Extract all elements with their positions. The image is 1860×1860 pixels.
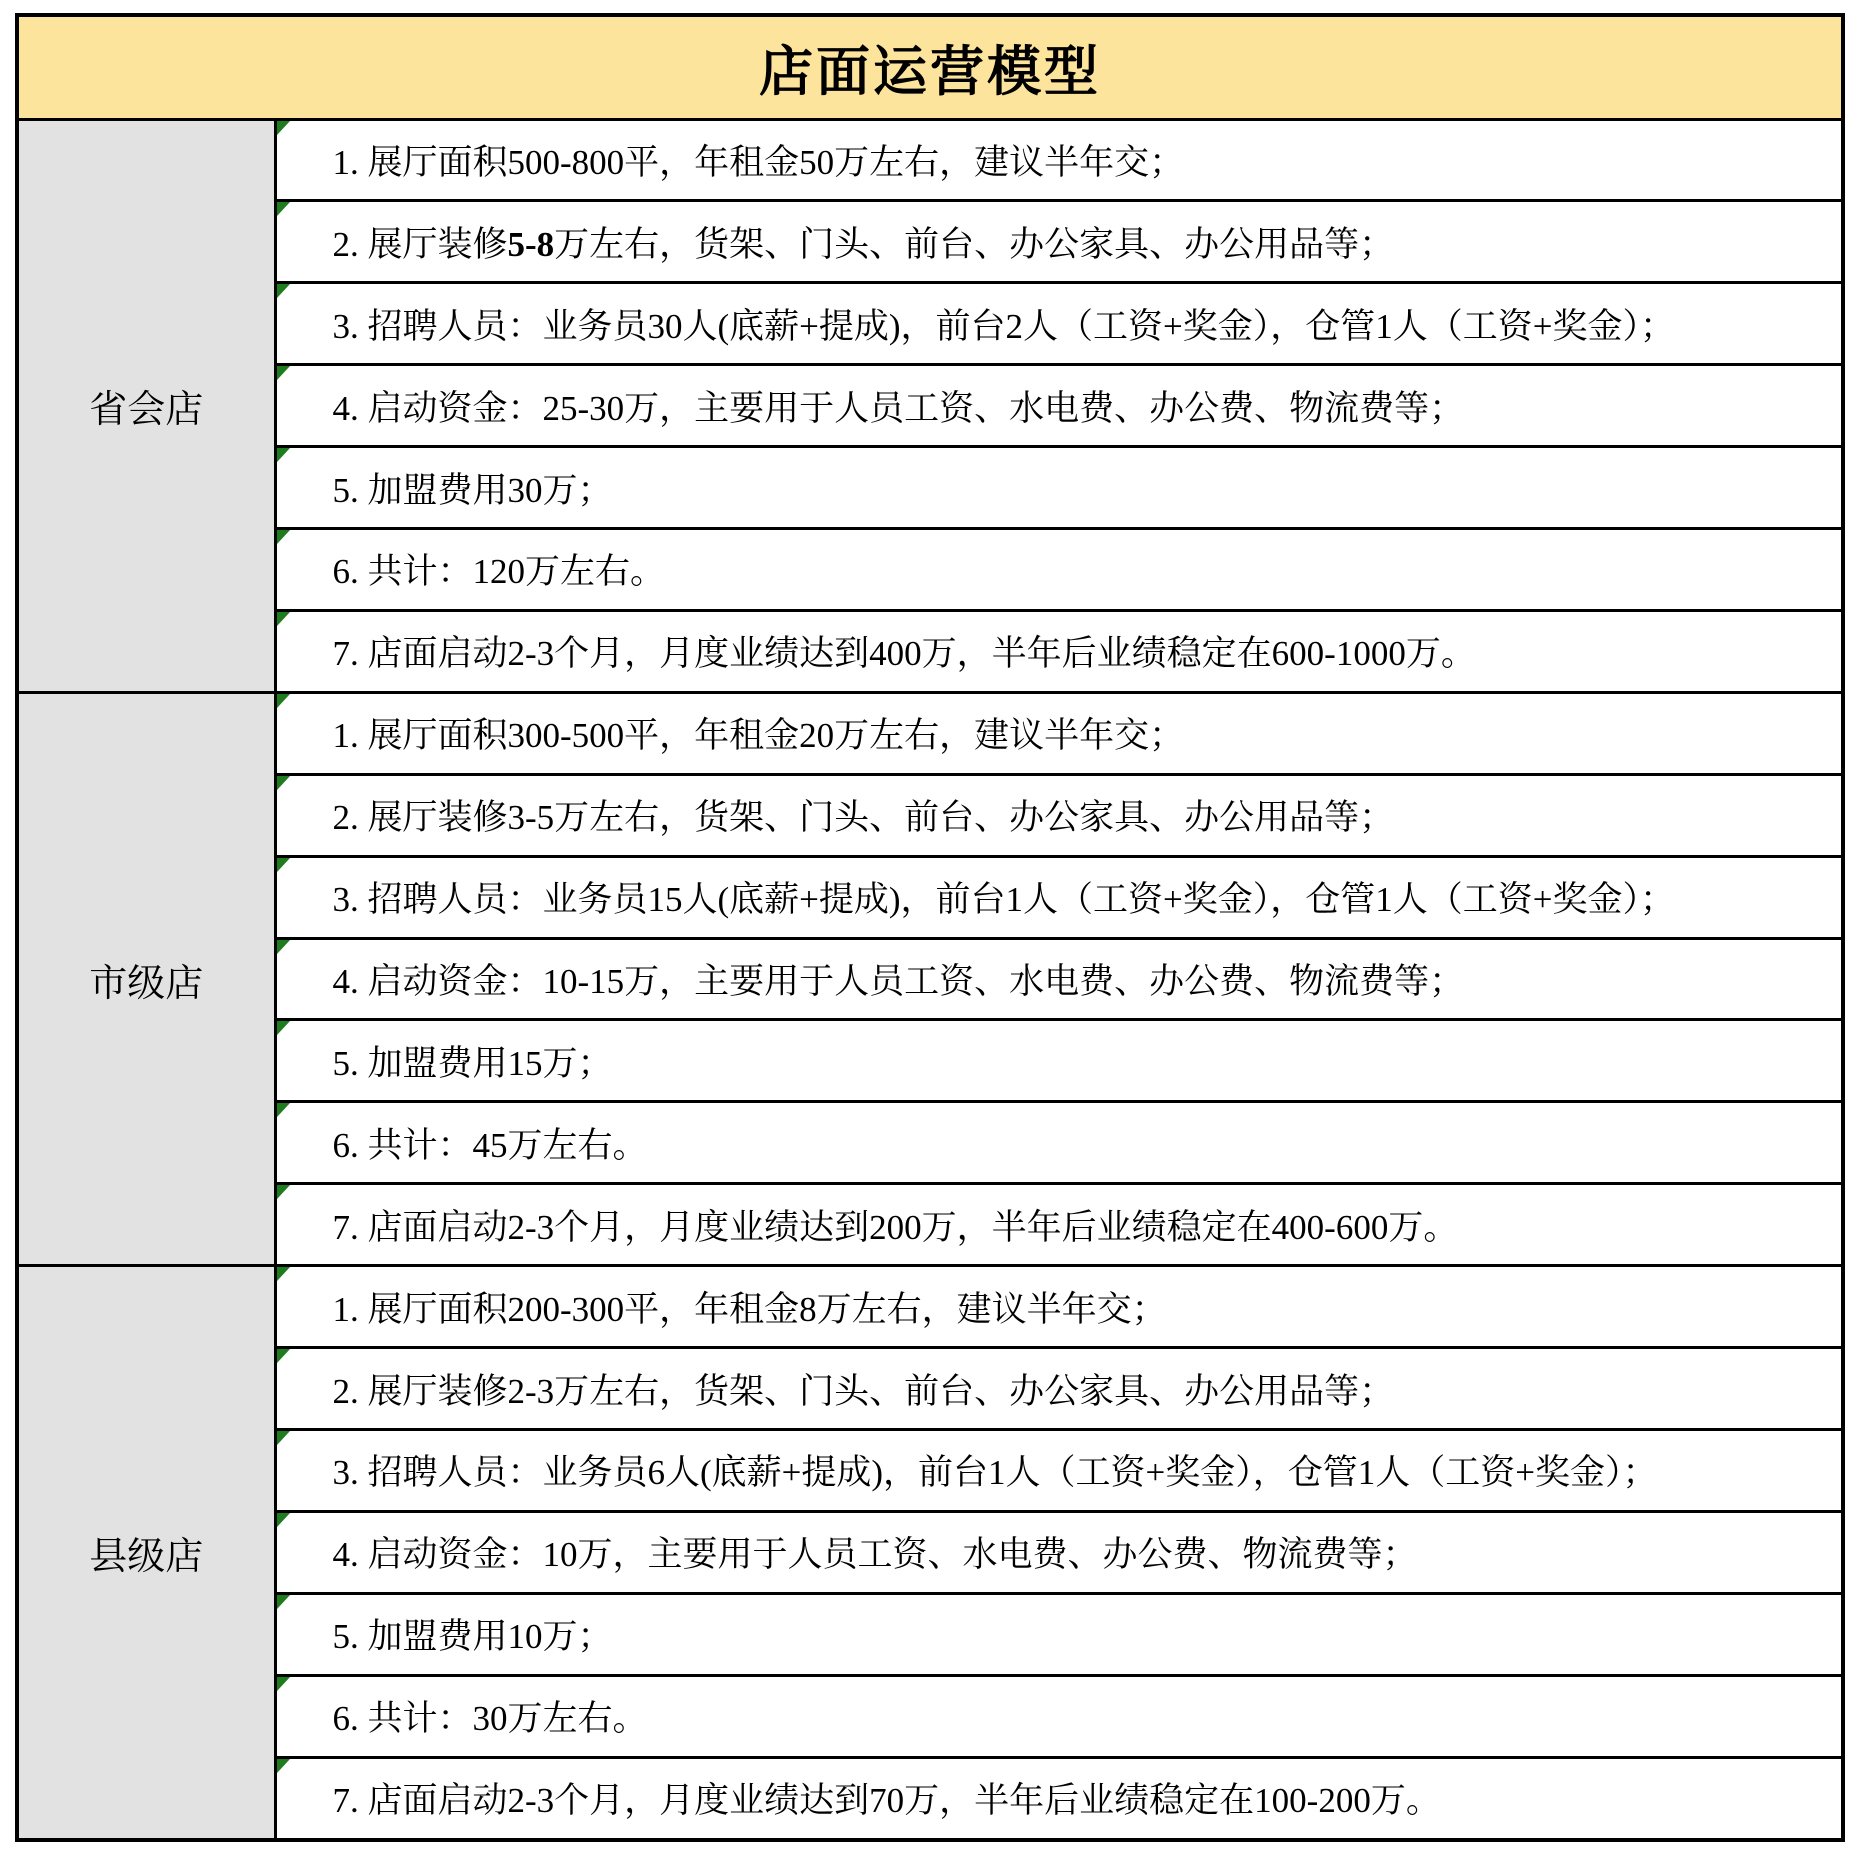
cell-text: 4. 启动资金：10-15万，主要用于人员工资、水电费、办公费、物流费等； [332, 962, 1465, 1002]
cell-error-triangle-icon [277, 121, 290, 135]
cell-text: 1. 展厅面积500-800平，年租金50万左右，建议半年交； [332, 142, 1185, 182]
table-row [17, 365, 1843, 447]
cell-text: 6. 共计：30万左右。 [332, 1699, 648, 1739]
table-cell [275, 529, 1843, 611]
cell-error-triangle-icon [277, 1185, 290, 1199]
table-row [17, 529, 1843, 611]
table-row [17, 1266, 1843, 1348]
cell-error-triangle-icon [277, 1677, 290, 1691]
table-cell [275, 447, 1843, 529]
row-group-label: 市级店 [17, 692, 275, 1265]
table-cell [275, 1102, 1843, 1184]
title-row [17, 15, 1843, 119]
table-row [17, 447, 1843, 529]
table-row [17, 1184, 1843, 1266]
table-row [17, 1757, 1843, 1840]
cell-text: 5. 加盟费用10万； [332, 1617, 613, 1657]
table-row [17, 1675, 1843, 1757]
cell-error-triangle-icon [277, 694, 290, 708]
table-row [17, 1511, 1843, 1593]
table-cell [275, 610, 1843, 692]
table-row [17, 283, 1843, 365]
cell-error-triangle-icon [277, 1349, 290, 1363]
table-row [17, 1102, 1843, 1184]
cell-text: 6. 共计：120万左右。 [332, 552, 666, 592]
table-row [17, 692, 1843, 774]
cell-text: 2. 展厅装修2-3万左右，货架、门头、前台、办公家具、办公用品等； [332, 1371, 1395, 1411]
cell-error-triangle-icon [277, 202, 290, 216]
cell-error-triangle-icon [277, 1513, 290, 1527]
cell-text: 3. 招聘人员：业务员6人(底薪+提成)，前台1人（工资+奖金），仓管1人（工资+奖金）； [332, 1453, 1658, 1493]
table-cell [275, 938, 1843, 1020]
table-cell [275, 1348, 1843, 1430]
table-cell [275, 1184, 1843, 1266]
cell-text: 2. 展厅装修3-5万左右，货架、门头、前台、办公家具、办公用品等； [332, 798, 1395, 838]
row-group-label: 县级店 [17, 1266, 275, 1840]
cell-error-triangle-icon [277, 1759, 290, 1773]
table-row [17, 201, 1843, 283]
table-row [17, 856, 1843, 938]
cell-text: 3. 招聘人员：业务员15人(底薪+提成)，前台1人（工资+奖金），仓管1人（工资+奖金）； [332, 880, 1676, 920]
cell-error-triangle-icon [277, 1267, 290, 1281]
cell-text: 7. 店面启动2-3个月，月度业绩达到400万，半年后业绩稳定在600-1000万。 [332, 634, 1476, 674]
cell-error-triangle-icon [277, 530, 290, 544]
cell-text: 4. 启动资金：10万，主要用于人员工资、水电费、办公费、物流费等； [332, 1535, 1418, 1575]
table-cell [275, 1593, 1843, 1675]
table-cell [275, 201, 1843, 283]
cell-text: 7. 店面启动2-3个月，月度业绩达到200万，半年后业绩稳定在400-600万。 [332, 1207, 1459, 1247]
cell-text: 万左右，货架、门头、前台、办公家具、办公用品等； [554, 224, 1395, 264]
table-row [17, 1430, 1843, 1512]
table-cell [275, 1020, 1843, 1102]
table-title: 店面运营模型 [17, 15, 1843, 119]
table-row [17, 1348, 1843, 1430]
cell-text: 4. 启动资金：25-30万，主要用于人员工资、水电费、办公费、物流费等； [332, 388, 1465, 428]
table-row [17, 610, 1843, 692]
cell-error-triangle-icon [277, 1431, 290, 1445]
table-cell [275, 365, 1843, 447]
cell-error-triangle-icon [277, 1021, 290, 1035]
cell-error-triangle-icon [277, 1595, 290, 1609]
table-cell [275, 119, 1843, 201]
cell-error-triangle-icon [277, 1103, 290, 1117]
cell-text: 6. 共计：45万左右。 [332, 1125, 648, 1165]
cell-text: 5. 加盟费用30万； [332, 470, 613, 510]
cell-error-triangle-icon [277, 366, 290, 380]
store-operation-model-table [15, 13, 1845, 1842]
cell-text: 7. 店面启动2-3个月，月度业绩达到70万，半年后业绩稳定在100-200万。 [332, 1781, 1441, 1821]
cell-text: 5-8 [507, 224, 555, 264]
cell-error-triangle-icon [277, 940, 290, 954]
cell-text: 1. 展厅面积200-300平，年租金8万左右，建议半年交； [332, 1289, 1167, 1329]
table-cell [275, 692, 1843, 774]
cell-error-triangle-icon [277, 448, 290, 462]
cell-text: 2. 展厅装修 [332, 224, 508, 264]
table-cell [275, 1430, 1843, 1512]
table-cell [275, 1511, 1843, 1593]
row-group-label: 省会店 [17, 119, 275, 692]
cell-text: 5. 加盟费用15万； [332, 1043, 613, 1083]
table-cell [275, 283, 1843, 365]
table-body [17, 15, 1843, 1840]
cell-error-triangle-icon [277, 776, 290, 790]
table-row [17, 1020, 1843, 1102]
cell-text: 3. 招聘人员：业务员30人(底薪+提成)，前台2人（工资+奖金），仓管1人（工资+奖金）； [332, 306, 1676, 346]
cell-error-triangle-icon [277, 858, 290, 872]
table-row [17, 774, 1843, 856]
cell-text: 1. 展厅面积300-500平，年租金20万左右，建议半年交； [332, 716, 1185, 756]
table-cell [275, 774, 1843, 856]
table-row [17, 1593, 1843, 1675]
table-cell [275, 1266, 1843, 1348]
cell-error-triangle-icon [277, 612, 290, 626]
table-row [17, 938, 1843, 1020]
table-row [17, 119, 1843, 201]
table-cell [275, 856, 1843, 938]
table-cell [275, 1675, 1843, 1757]
table-cell [275, 1757, 1843, 1840]
cell-error-triangle-icon [277, 284, 290, 298]
